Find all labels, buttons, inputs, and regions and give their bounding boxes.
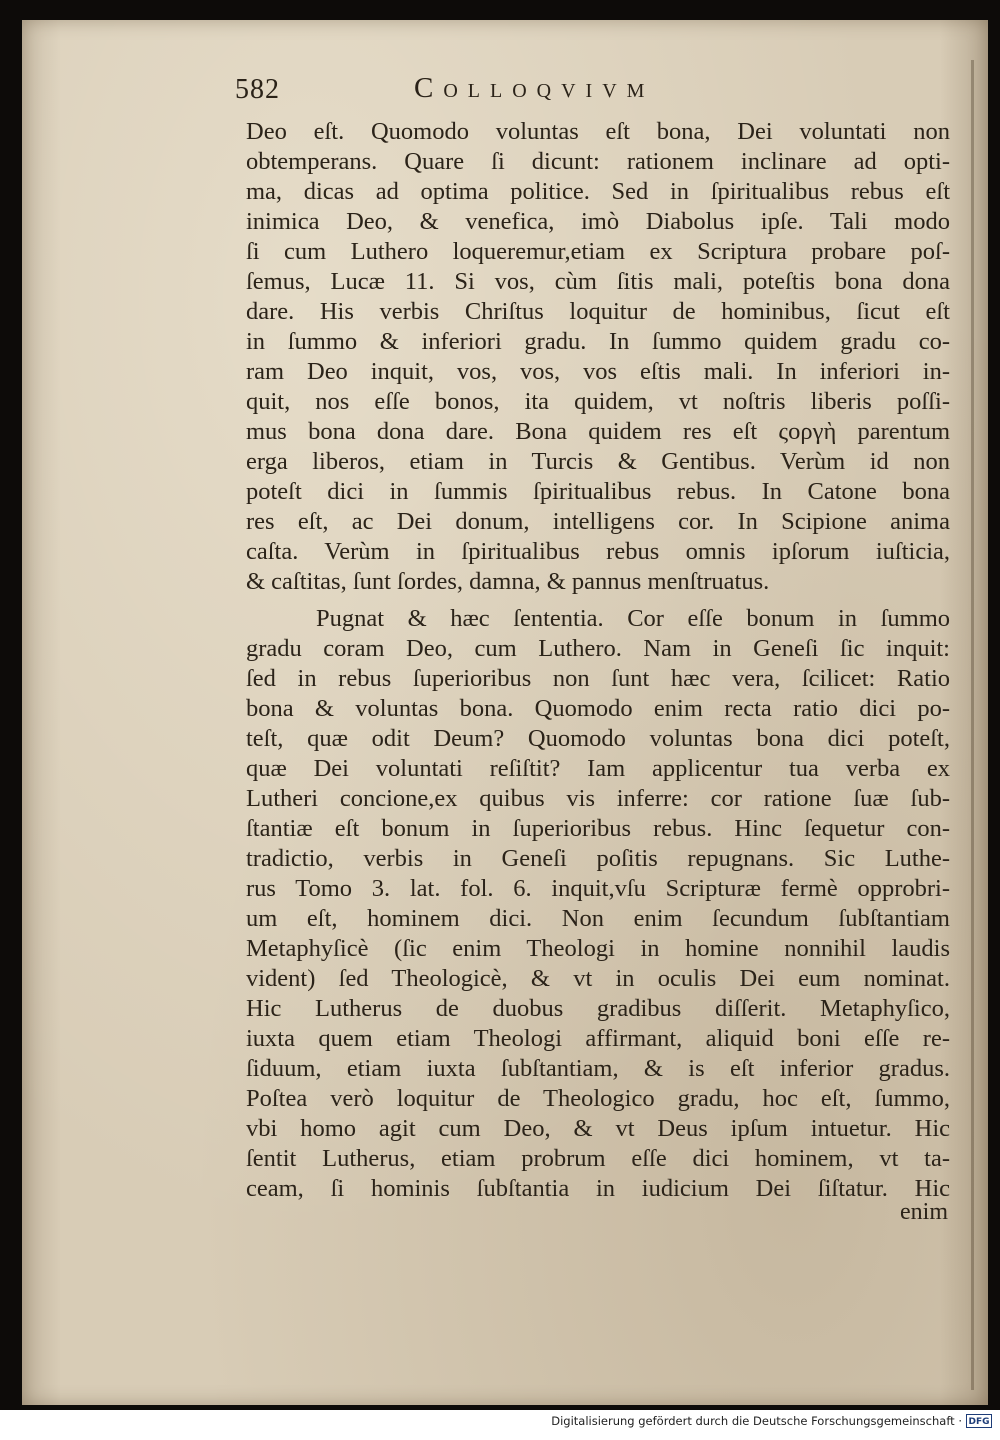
text-line: quit, nos eſſe bonos, ita quidem, vt noſtris liberis poſſi- bbox=[246, 388, 950, 415]
text-line: bona & voluntas bona. Quomodo enim recta ratio dici po- bbox=[246, 695, 950, 722]
text-line: Lutheri concione,ex quibus vis inferre: cor ratione ſuæ ſub- bbox=[246, 785, 950, 812]
text-line: caſta. Verùm in ſpiritualibus rebus omnis ipſorum iuſticia, bbox=[246, 538, 950, 565]
text-line: ſi cum Luthero loqueremur,etiam ex Scriptura probare poſ- bbox=[246, 238, 950, 265]
text-line: Metaphyſicè (ſic enim Theologi in homine nonnihil laudis bbox=[246, 935, 950, 962]
text-line: um eſt, hominem dici. Non enim ſecundum ſubſtantiam bbox=[246, 905, 950, 932]
text-line: iuxta quem etiam Theologi affirmant, aliquid boni eſſe re- bbox=[246, 1025, 950, 1052]
dfg-logo-icon: DFG bbox=[966, 1414, 992, 1428]
text-line: vident) ſed Theologicè, & vt in oculis Dei eum nominat. bbox=[246, 965, 950, 992]
text-line: ram Deo inquit, vos, vos, vos eſtis mali. In inferiori in- bbox=[246, 358, 950, 385]
text-line: quæ Dei voluntati reſiſtit? Iam applicentur tua verba ex bbox=[246, 755, 950, 782]
text-line: poteſt dici in ſummis ſpiritualibus rebus. In Catone bona bbox=[246, 478, 950, 505]
text-line: vbi homo agit cum Deo, & vt Deus ipſum intuetur. Hic bbox=[246, 1115, 950, 1142]
text-line: mus bona dona dare. Bona quidem res eſt ςοργὴ parentum bbox=[246, 418, 950, 445]
text-line: ma, dicas ad optima politice. Sed in ſpiritualibus rebus eſt bbox=[246, 178, 950, 205]
running-head: Colloqvivm bbox=[414, 72, 655, 104]
catchword: enim bbox=[900, 1199, 948, 1225]
text-line: gradu coram Deo, cum Luthero. Nam in Geneſi ſic inquit: bbox=[246, 635, 950, 662]
text-line: ſemus, Lucæ 11. Si vos, cùm ſitis mali, poteſtis bona dona bbox=[246, 268, 950, 295]
text-line: Hic Lutherus de duobus gradibus diſſerit. Metaphyſico, bbox=[246, 995, 950, 1022]
text-line: ſed in rebus ſuperioribus non ſunt hæc vera, ſcilicet: Ratio bbox=[246, 665, 950, 692]
page-number: 582 bbox=[235, 74, 280, 105]
text-line: obtemperans. Quare ſi dicunt: rationem inclinare ad opti- bbox=[246, 148, 950, 175]
text-line: res eſt, ac Dei donum, intelligens cor. In Scipione anima bbox=[246, 508, 950, 535]
text-line: ſentit Lutherus, etiam probrum eſſe dici hominem, vt ta- bbox=[246, 1145, 950, 1172]
text-line: ceam, ſi hominis ſubſtantia in iudicium Dei ſiſtatur. Hic bbox=[246, 1175, 950, 1202]
funding-credit: Digitalisierung gefördert durch die Deutsche Forschungsgemeinschaft · bbox=[551, 1414, 962, 1428]
text-line: dare. His verbis Chriſtus loquitur de hominibus, ſicut eſt bbox=[246, 298, 950, 325]
text-line: Deo eſt. Quomodo voluntas eſt bona, Dei voluntati non bbox=[246, 118, 950, 145]
text-line: Poſtea verò loquitur de Theologico gradu, hoc eſt, ſummo, bbox=[246, 1085, 950, 1112]
text-line: erga liberos, etiam in Turcis & Gentibus. Verùm id non bbox=[246, 448, 950, 475]
paragraph-first-line: Pugnat & hæc ſententia. Cor eſſe bonum in ſummo bbox=[316, 605, 950, 632]
text-line: ſiduum, etiam iuxta ſubſtantiam, & is eſt inferior gradus. bbox=[246, 1055, 950, 1082]
text-line: teſt, quæ odit Deum? Quomodo voluntas bona dici poteſt, bbox=[246, 725, 950, 752]
text-line: rus Tomo 3. lat. fol. 6. inquit,vſu Scripturæ fermè opprobri- bbox=[246, 875, 950, 902]
text-line: ſtantiæ eſt bonum in ſuperioribus rebus. Hinc ſequetur con- bbox=[246, 815, 950, 842]
text-line: in ſummo & inferiori gradu. In ſummo quidem gradu co- bbox=[246, 328, 950, 355]
text-line: & caſtitas, ſunt ſordes, damna, & pannus menſtruatus. bbox=[246, 568, 770, 595]
text-line: tradictio, verbis in Geneſi poſitis repugnans. Sic Luthe- bbox=[246, 845, 950, 872]
text-line: inimica Deo, & venefica, imò Diabolus ipſe. Tali modo bbox=[246, 208, 950, 235]
page-edge-shadow bbox=[971, 60, 974, 1390]
